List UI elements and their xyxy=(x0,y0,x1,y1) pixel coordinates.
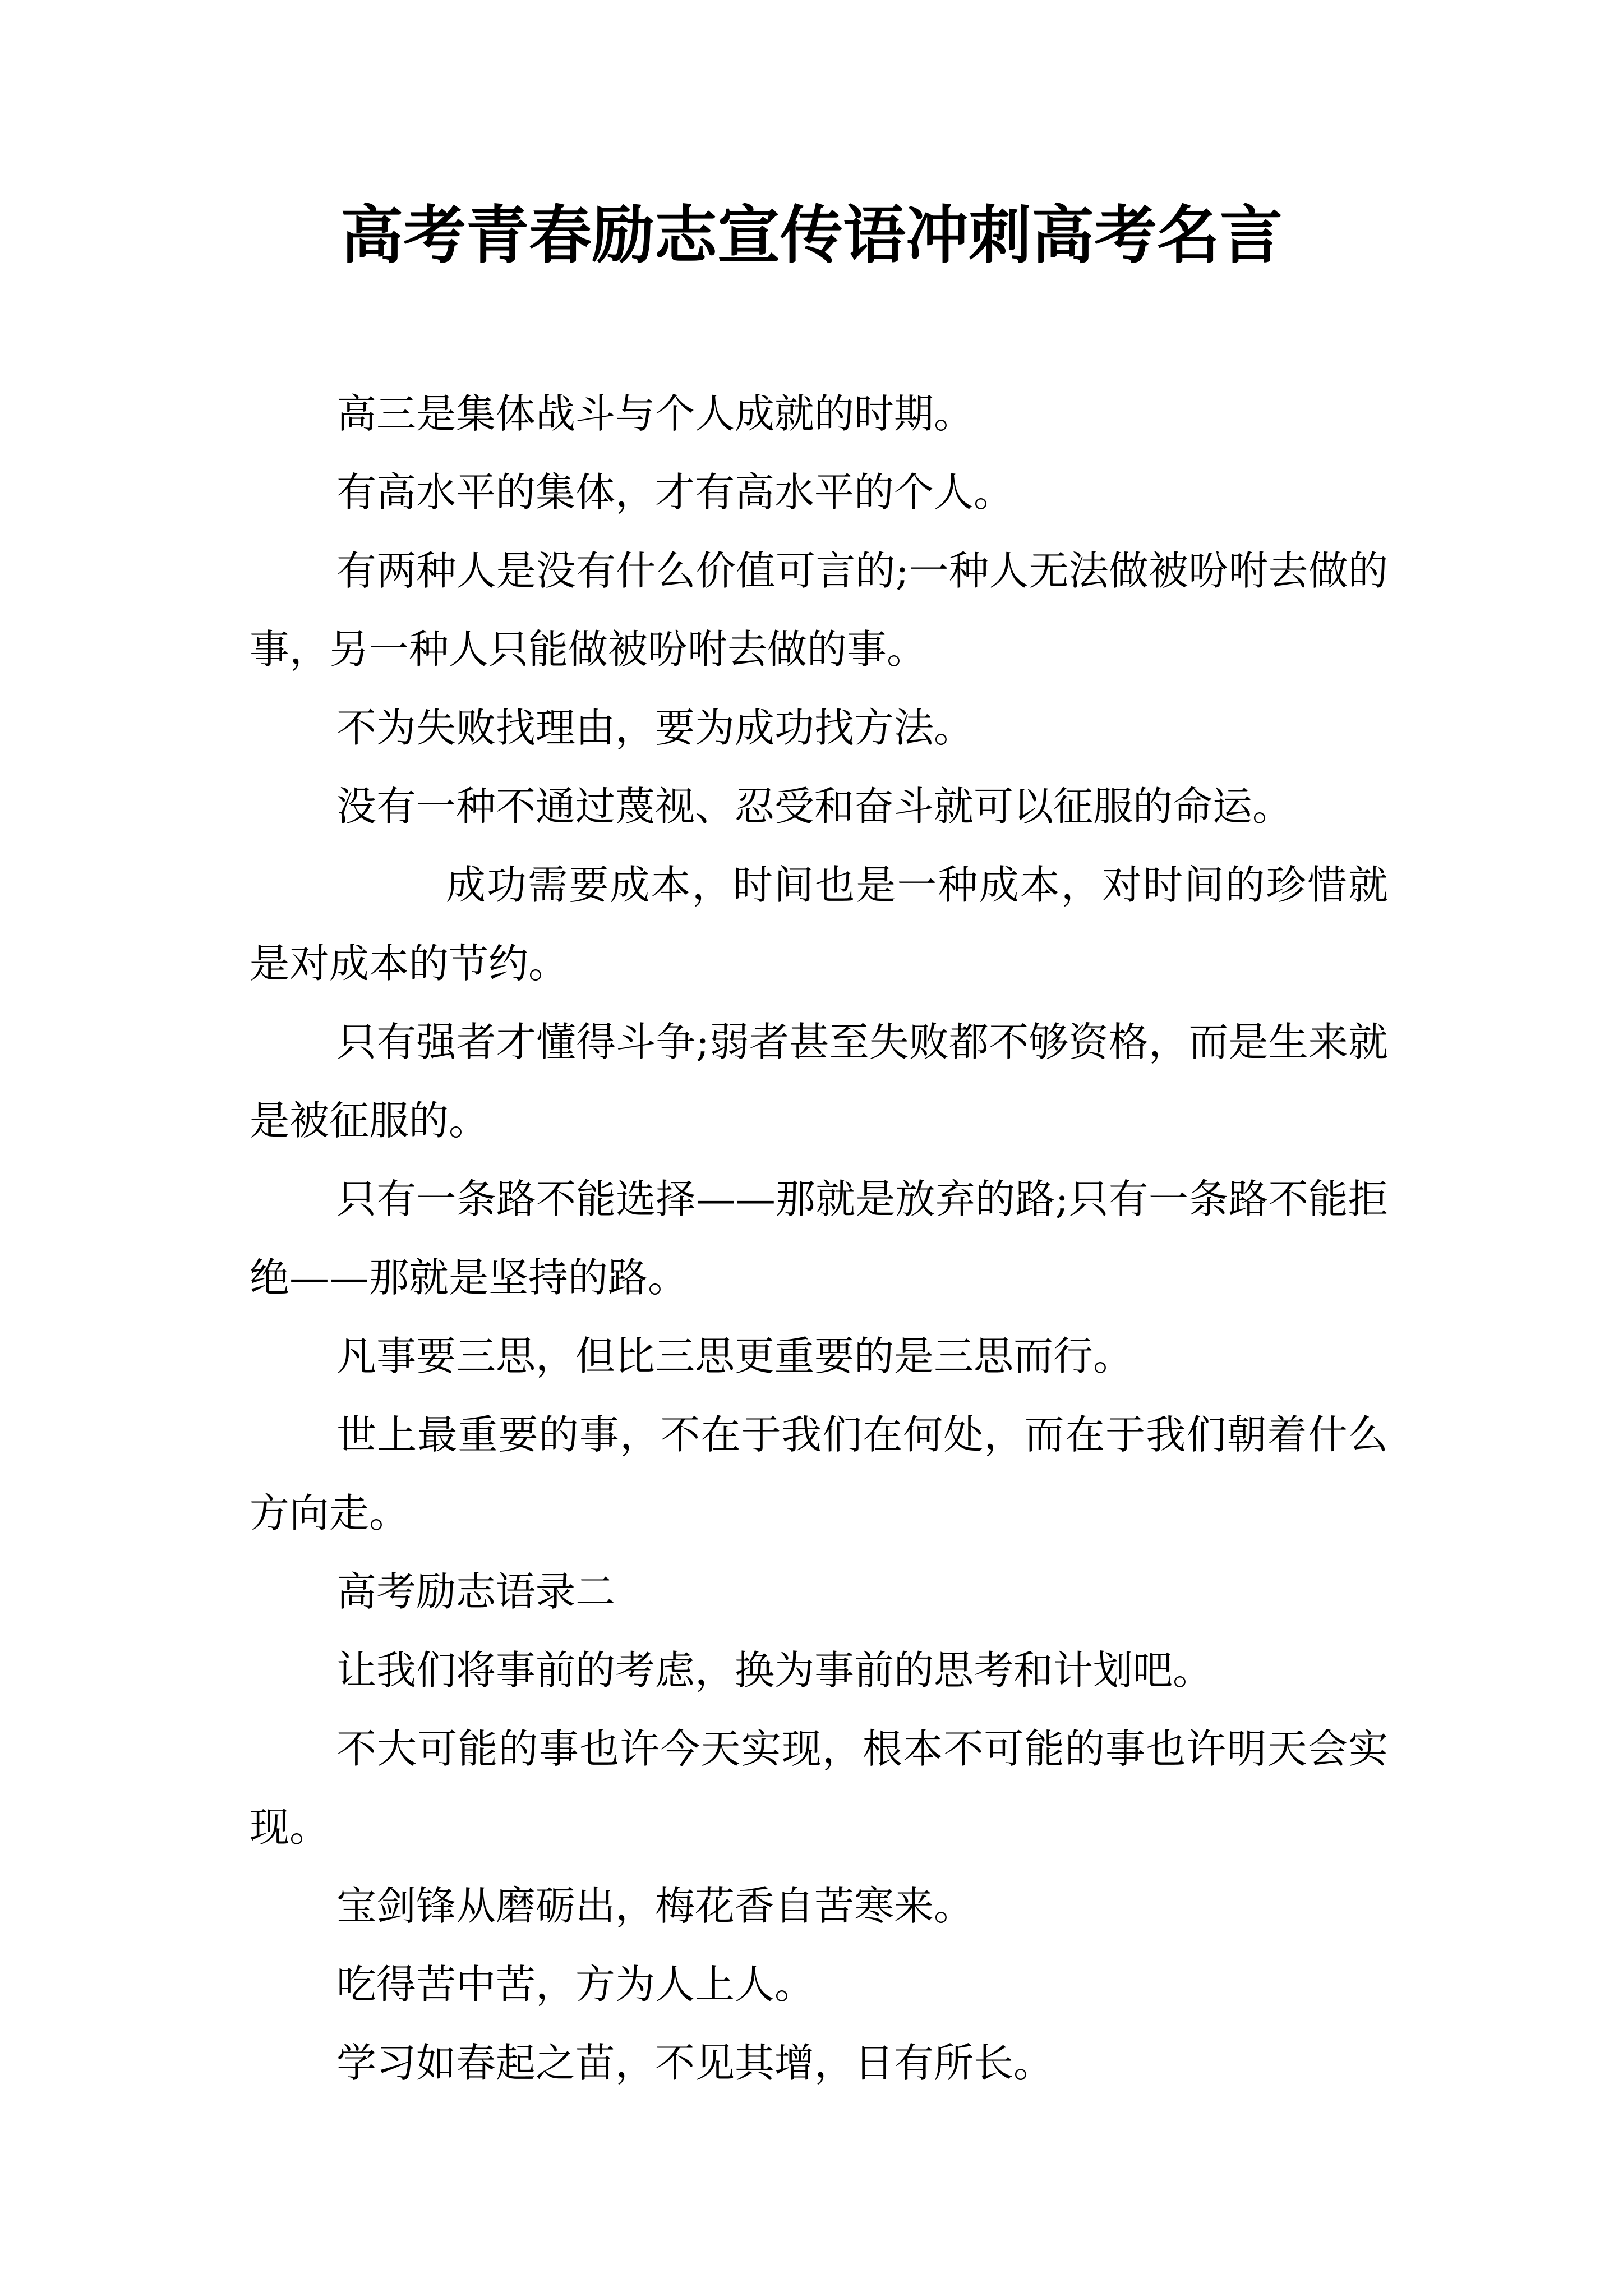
section-heading: 高考励志语录二 xyxy=(336,1568,616,1615)
paragraph: 凡事要三思，但比三思更重要的是三思而行。 xyxy=(336,1333,1133,1379)
paragraph: 成功需要成本，时间也是一种成本，对时间的珍惜就是对成本的节约。 xyxy=(250,862,1388,987)
paragraph: 学习如春起之苗，不见其增，日有所长。 xyxy=(336,2040,1054,2086)
document-body xyxy=(250,375,1388,2102)
paragraph: 有两种人是没有什么价值可言的;一种人无法做被吩咐去做的事，另一种人只能做被吩咐去做的事。 xyxy=(250,547,1388,673)
paragraph: 有高水平的集体，才有高水平的个人。 xyxy=(336,469,1014,516)
paragraph: 高三是集体战斗与个人成就的时期。 xyxy=(336,390,974,437)
paragraph: 只有一条路不能选择——那就是放弃的路;只有一条路不能拒绝——那就是坚持的路。 xyxy=(250,1176,1388,1301)
paragraph: 宝剑锋从磨砺出，梅花香自苦寒来。 xyxy=(336,1883,974,1929)
paragraph: 吃得苦中苦，方为人上人。 xyxy=(336,1961,815,2008)
paragraph: 不为失败找理由，要为成功找方法。 xyxy=(336,705,974,751)
paragraph: 让我们将事前的考虑，换为事前的思考和计划吧。 xyxy=(336,1647,1213,1694)
paragraph: 没有一种不通过蔑视、忍受和奋斗就可以征服的命运。 xyxy=(336,783,1293,830)
paragraph: 世上最重要的事，不在于我们在何处，而在于我们朝着什么方向走。 xyxy=(250,1411,1388,1536)
paragraph: 不大可能的事也许今天实现，根本不可能的事也许明天会实现。 xyxy=(250,1726,1388,1851)
document-title: 高考青春励志宣传语冲刺高考名言 xyxy=(340,199,1283,272)
paragraph: 只有强者才懂得斗争;弱者甚至失败都不够资格，而是生来就是被征服的。 xyxy=(250,1019,1388,1144)
